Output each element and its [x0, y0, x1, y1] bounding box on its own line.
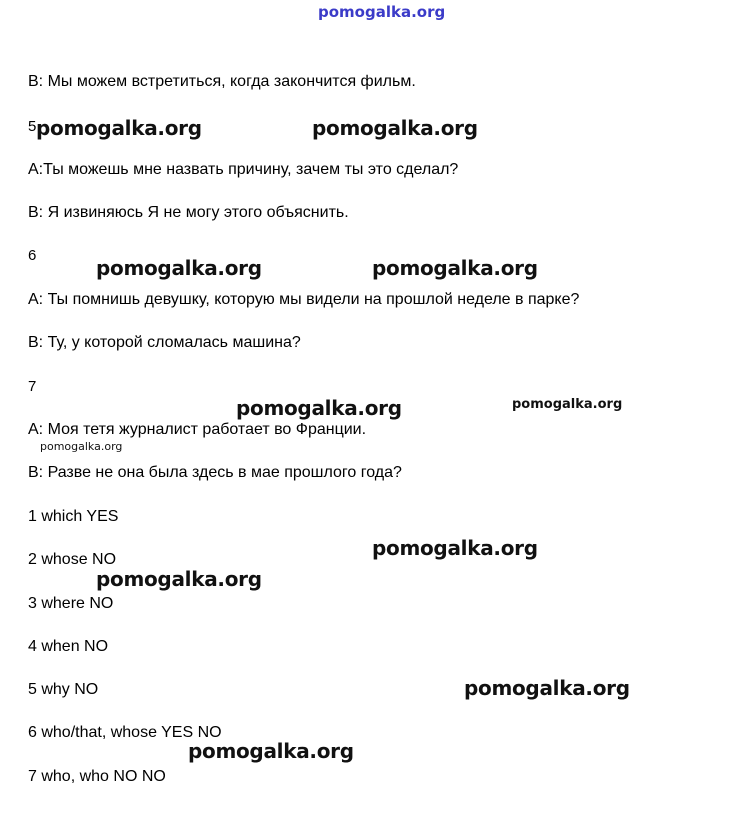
section-number-6: 6	[28, 247, 37, 264]
dialogue-line-b-film: B: Мы можем встретиться, когда закончится фильм.	[28, 73, 416, 90]
section-number-5: 5	[28, 118, 37, 135]
watermark: pomogalka.org	[464, 676, 630, 700]
watermark: pomogalka.org	[40, 440, 123, 453]
dialogue-line-a-aunt: A: Моя тетя журналист работает во Франции.	[28, 421, 367, 438]
answer-6: 6 who/that, whose YES NO	[28, 724, 222, 741]
watermark: pomogalka.org	[312, 116, 478, 140]
watermark: pomogalka.org	[36, 116, 202, 140]
watermark: pomogalka.org	[96, 256, 262, 280]
watermark: pomogalka.org	[372, 256, 538, 280]
watermark: pomogalka.org	[96, 567, 262, 591]
answer-4: 4 when NO	[28, 638, 109, 655]
watermark: pomogalka.org	[512, 397, 623, 412]
answer-1: 1 which YES	[28, 508, 119, 525]
dialogue-line-b-may: B: Разве не она была здесь в мае прошлого года?	[28, 464, 402, 481]
answer-7: 7 who, who NO NO	[28, 768, 166, 785]
section-number-7: 7	[28, 378, 37, 395]
answer-5: 5 why NO	[28, 681, 99, 698]
answer-2: 2 whose NO	[28, 551, 117, 568]
site-header[interactable]: pomogalka.org	[318, 3, 446, 21]
watermark: pomogalka.org	[188, 739, 354, 763]
watermark: pomogalka.org	[372, 536, 538, 560]
dialogue-line-b-car: B: Ту, у которой сломалась машина?	[28, 334, 301, 351]
watermark: pomogalka.org	[236, 396, 402, 420]
dialogue-line-b-sorry: B: Я извиняюсь Я не могу этого объяснить.	[28, 204, 349, 221]
answer-3: 3 where NO	[28, 595, 114, 612]
dialogue-line-a-reason: A:Ты можешь мне назвать причину, зачем ты это сделал?	[28, 161, 459, 178]
dialogue-line-a-girl: A: Ты помнишь девушку, которую мы видели на прошлой неделе в парке?	[28, 291, 580, 308]
